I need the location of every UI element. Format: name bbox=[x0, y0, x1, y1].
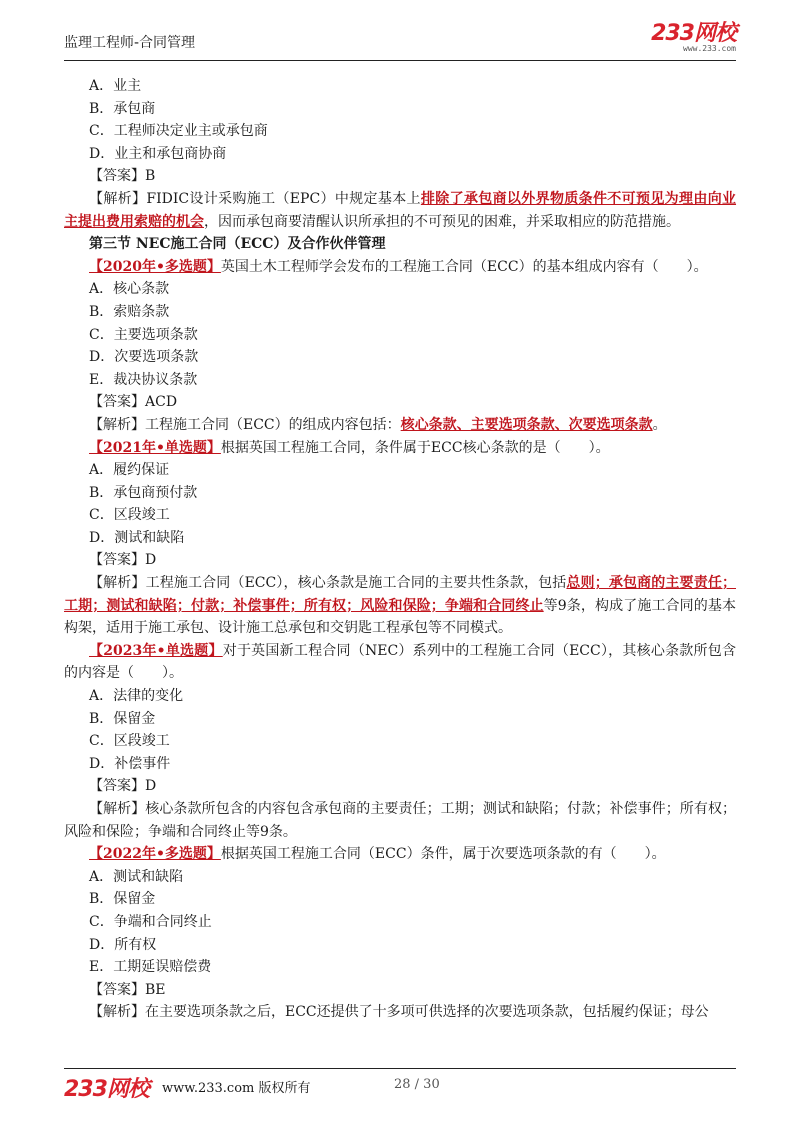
analysis: 【解析】在主要选项条款之后，ECC还提供了十多项可供选择的次要选项条款，包括履约保证；母公 bbox=[89, 1004, 709, 1021]
option: C．区段竣工 bbox=[89, 507, 170, 524]
option: A．履约保证 bbox=[89, 462, 170, 479]
option: C．区段竣工 bbox=[89, 733, 170, 750]
option: B．承包商预付款 bbox=[89, 484, 198, 501]
brand-logo bbox=[651, 22, 736, 53]
option: A．业主 bbox=[89, 78, 142, 94]
question-tag: 【2021年•单选题】 bbox=[89, 439, 221, 456]
footer-logo: 233网校 bbox=[64, 1077, 149, 1102]
option: E．裁决协议条款 bbox=[89, 371, 198, 388]
analysis: 【解析】核心条款所包含的内容包含承包商的主要责任；工期；测试和缺陷；付款；补偿事件；所有权；风险和保险；争端和合同终止等9条。 bbox=[64, 801, 737, 840]
page-content bbox=[64, 75, 736, 1024]
option: B．索赔条款 bbox=[89, 303, 170, 320]
answer: 【答案】D bbox=[89, 778, 157, 795]
analysis: 【解析】工程施工合同（ECC）的组成内容包括：核心条款、主要选项条款、次要选项条款。 bbox=[89, 416, 667, 433]
option: A．测试和缺陷 bbox=[89, 868, 184, 885]
option: E．工期延误赔偿费 bbox=[89, 959, 212, 976]
answer: 【答案】ACD bbox=[89, 394, 178, 411]
page-footer bbox=[64, 1068, 736, 1105]
question-stem: 【2023年•单选题】对于英国新工程合同（NEC）系列中的工程施工合同（ECC），其核心条款所包含的内容是（ ）。 bbox=[64, 642, 736, 682]
question-stem: 【2020年•多选题】英国土木工程师学会发布的工程施工合同（ECC）的基本组成内容有（ ）。 bbox=[89, 258, 708, 275]
answer: 【答案】B bbox=[89, 168, 156, 185]
option: D．所有权 bbox=[89, 936, 157, 953]
logo-url: www.233.com bbox=[683, 44, 736, 53]
option: D．补偿事件 bbox=[89, 755, 171, 772]
option: B．保留金 bbox=[89, 710, 156, 727]
page-header bbox=[64, 22, 736, 61]
question-stem: 【2021年•单选题】根据英国工程施工合同，条件属于ECC核心条款的是（ ）。 bbox=[89, 439, 610, 456]
highlight: 排除了承包商以外界物质条件不可预见为理由向业主提出费用索赔的机会 bbox=[64, 190, 737, 230]
logo-text: 233网校 bbox=[651, 21, 736, 46]
answer: 【答案】D bbox=[89, 552, 157, 569]
option: A．核心条款 bbox=[89, 281, 170, 298]
document-title: 监理工程师-合同管理 bbox=[64, 35, 196, 51]
question-tag: 【2023年•单选题】 bbox=[89, 642, 223, 659]
option: B．承包商 bbox=[89, 100, 156, 117]
section-heading: 第三节 NEC施工合同（ECC）及合作伙伴管理 bbox=[89, 236, 386, 253]
analysis: 【解析】FIDIC设计采购施工（EPC）中规定基本上排除了承包商以外界物质条件不可预见为理由向业主提出费用索赔的机会，因而承包商要清醒认识所承担的不可预见的困难，并采取相应的防范措施。 bbox=[64, 190, 737, 230]
option: C．争端和合同终止 bbox=[89, 913, 212, 930]
question-stem: 【2022年•多选题】根据英国工程施工合同（ECC）条件，属于次要选项条款的有（ ）。 bbox=[89, 846, 666, 863]
option: D．次要选项条款 bbox=[89, 349, 199, 366]
question-tag: 【2022年•多选题】 bbox=[89, 846, 221, 863]
question-tag: 【2020年•多选题】 bbox=[89, 258, 221, 275]
copyright: www.233.com 版权所有 bbox=[162, 1081, 311, 1096]
option: C．主要选项条款 bbox=[89, 326, 198, 343]
option: D．测试和缺陷 bbox=[89, 529, 185, 546]
option: D．业主和承包商协商 bbox=[89, 145, 227, 162]
option: B．保留金 bbox=[89, 891, 156, 908]
option: C．工程师决定业主或承包商 bbox=[89, 123, 268, 140]
highlight: 总则；承包商的主要责任；工期；测试和缺陷；付款；补偿事件；所有权；风险和保险；争端和合同终止 bbox=[64, 575, 736, 614]
option: A．法律的变化 bbox=[89, 688, 184, 705]
highlight: 核心条款、主要选项条款、次要选项条款 bbox=[400, 416, 653, 433]
answer: 【答案】BE bbox=[89, 981, 166, 998]
analysis: 【解析】工程施工合同（ECC），核心条款是施工合同的主要共性条款，包括总则；承包商的主要责任；工期；测试和缺陷；付款；补偿事件；所有权；风险和保险；争端和合同终止等9条，构成了施工合同的基本构架，适用于施工承包、设计施工总承包和交钥匙工程承包等不同模式。 bbox=[64, 575, 736, 637]
page-number: 28 / 30 bbox=[394, 1077, 440, 1092]
